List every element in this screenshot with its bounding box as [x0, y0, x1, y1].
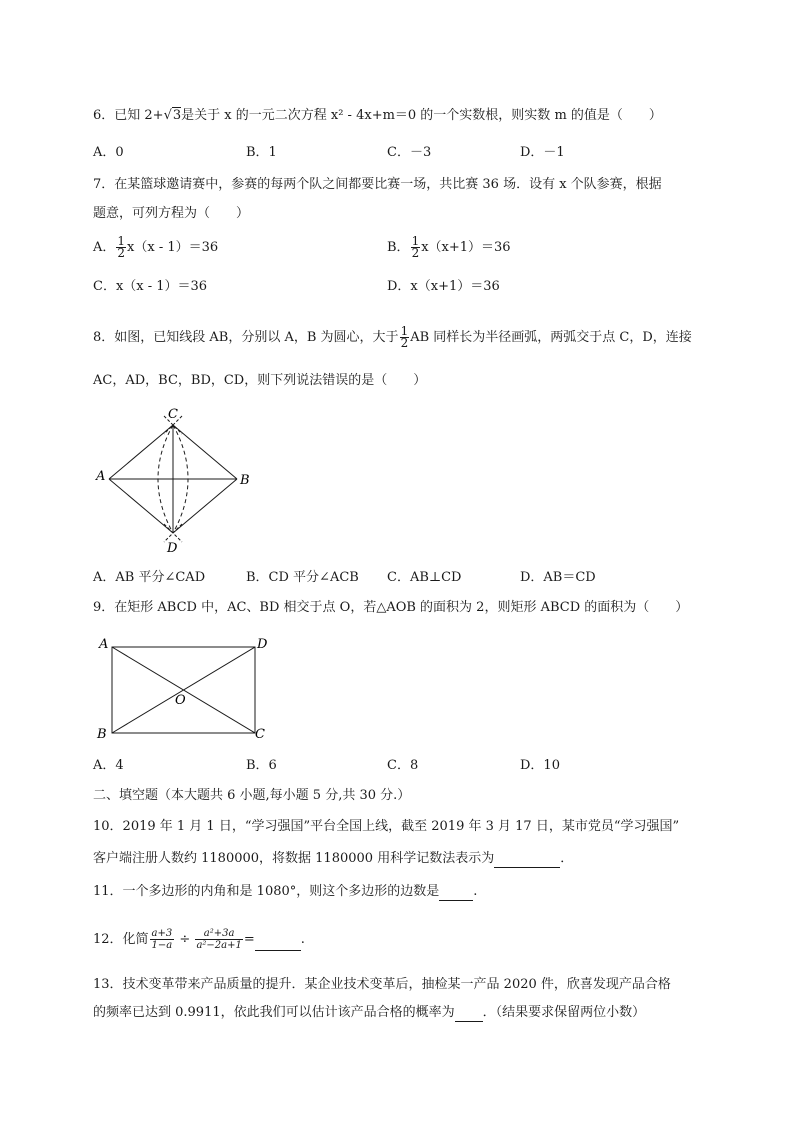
q10-line2 — [93, 850, 573, 868]
q11-post: . — [473, 884, 478, 899]
q8-option-c: C．AB⊥CD — [387, 570, 462, 585]
frac-den: 1−a — [151, 940, 173, 951]
q10-line2-pre: 客户端注册人数约 1180000，将数据 1180000 用科学记数法表示为 — [93, 851, 495, 866]
frac-num: a²+3a — [195, 928, 242, 940]
frac-den: 2 — [411, 246, 420, 260]
q12-post: . — [300, 932, 305, 947]
q12-equals-sign: = — [243, 932, 255, 947]
q13-line1: 13．技术变革带来产品质量的提升．某企业技术变革后，抽检某一产品 2020 件，欣喜发现产品合格 — [93, 977, 671, 992]
q10-answer-blank[interactable] — [494, 853, 560, 868]
q10-line2-post: ． — [560, 851, 574, 866]
q9-figure — [92, 632, 277, 747]
section-heading: 二、填空题（本大题共 6 小题,每小题 5 分,共 30 分.） — [93, 788, 411, 803]
q6-prefix: 6．已知 2+ — [93, 108, 164, 123]
q9-label-o: O — [175, 693, 186, 708]
q9-option-d: D．10 — [520, 758, 560, 773]
q12-answer-blank[interactable] — [255, 936, 301, 951]
q11-text — [93, 883, 477, 901]
q6-text — [93, 107, 662, 125]
q9-label-a: A — [99, 637, 109, 652]
q9-label-d: D — [257, 637, 268, 652]
q7-option-d: D．x（x+1）＝36 — [387, 279, 500, 294]
q11-answer-blank[interactable] — [439, 886, 473, 901]
q8-label-a: A — [96, 469, 106, 484]
q6-option-d: D．－1 — [520, 145, 565, 160]
q8-label-b: B — [240, 473, 250, 488]
q8-line1-post: AB 同样长为半径画弧，两弧交于点 C，D，连接 — [410, 330, 692, 345]
q8-label-c: C — [168, 407, 178, 422]
q12-fraction-1 — [150, 928, 175, 951]
q7-option-b-fraction — [411, 236, 421, 259]
q7-option-a — [93, 236, 218, 259]
q8-segment-db — [173, 479, 237, 533]
q6-sqrt-sign: √ — [163, 108, 172, 123]
q8-segment-cb — [173, 425, 237, 479]
q6-rest: 是关于 x 的一元二次方程 x² - 4x+m＝0 的一个实数根，则实数 m 的值是（ ） — [181, 108, 662, 123]
q12-text — [93, 928, 305, 951]
q6-option-b: B．1 — [246, 145, 277, 160]
frac-num: 1 — [411, 234, 420, 248]
q7-line1: 7．在某篮球邀请赛中，参赛的每两个队之间都要比赛一场，共比赛 36 场．设有 x 个队参赛，根据 — [93, 177, 662, 192]
q7-option-a-rest: x（x - 1）＝36 — [127, 240, 219, 255]
q8-segment-ad — [109, 479, 173, 533]
q8-line2: AC，AD，BC，BD，CD，则下列说法错误的是（ ） — [93, 373, 427, 388]
frac-den: 2 — [400, 336, 409, 350]
q13-line2-pre: 的频率已达到 0.9911，依此我们可以估计该产品合格的概率为 — [93, 1005, 455, 1020]
q10-line1: 10．2019 年 1 月 1 日，“学习强国”平台全国上线，截至 2019 年 3 月 17 日，某市党员“学习强国” — [93, 819, 680, 834]
q8-label-d: D — [167, 541, 178, 556]
q7-option-a-label: A． — [93, 240, 116, 255]
frac-num: 1 — [117, 234, 126, 248]
q8-fraction — [400, 326, 410, 349]
q12-divide-sign: ÷ — [179, 932, 191, 947]
q9-label-c: C — [255, 727, 265, 742]
frac-num: 1 — [400, 324, 409, 338]
q13-line2-post: ．（结果要求保留两位小数） — [482, 1005, 646, 1020]
q8-option-b: B．CD 平分∠ACB — [246, 570, 359, 585]
q6-option-a: A．0 — [93, 145, 124, 160]
q9-label-b: B — [97, 727, 107, 742]
q6-sqrt-radicand: 3 — [172, 108, 182, 123]
q13-answer-blank[interactable] — [455, 1007, 483, 1022]
frac-den: a²−2a+1 — [196, 940, 242, 951]
q8-line1-pre: 8．如图，已知线段 AB，分别以 A，B 为圆心，大于 — [93, 330, 399, 345]
q9-option-c: C．8 — [387, 758, 419, 773]
q6-option-c: C．－3 — [387, 145, 432, 160]
q7-option-b-rest: x（x+1）＝36 — [421, 240, 511, 255]
q7-option-a-fraction — [116, 236, 126, 259]
q7-option-b — [387, 236, 511, 259]
q8-segment-ac — [109, 425, 173, 479]
q12-pre: 12．化简 — [93, 932, 149, 947]
q8-option-a: A．AB 平分∠CAD — [93, 570, 206, 585]
q11-pre: 11．一个多边形的内角和是 1080°，则这个多边形的边数是 — [93, 884, 440, 899]
frac-num: a+3 — [151, 928, 173, 939]
q9-option-b: B．6 — [246, 758, 277, 773]
q7-line2: 题意，可列方程为（ ） — [93, 206, 250, 221]
q7-option-c: C．x（x - 1）＝36 — [93, 279, 208, 294]
frac-den: 2 — [117, 246, 126, 260]
q9-line1: 9．在矩形 ABCD 中，AC、BD 相交于点 O，若△AOB 的面积为 2，则矩形 ABCD 的面积为（ ） — [93, 600, 689, 615]
q8-figure — [90, 400, 260, 560]
q7-option-b-label: B． — [387, 240, 410, 255]
q8-option-d: D．AB＝CD — [520, 570, 596, 585]
q6-sqrt — [164, 107, 182, 125]
q8-line1 — [93, 326, 692, 349]
q13-line2 — [93, 1004, 645, 1022]
q12-fraction-2 — [195, 928, 242, 951]
q9-option-a: A．4 — [93, 758, 124, 773]
